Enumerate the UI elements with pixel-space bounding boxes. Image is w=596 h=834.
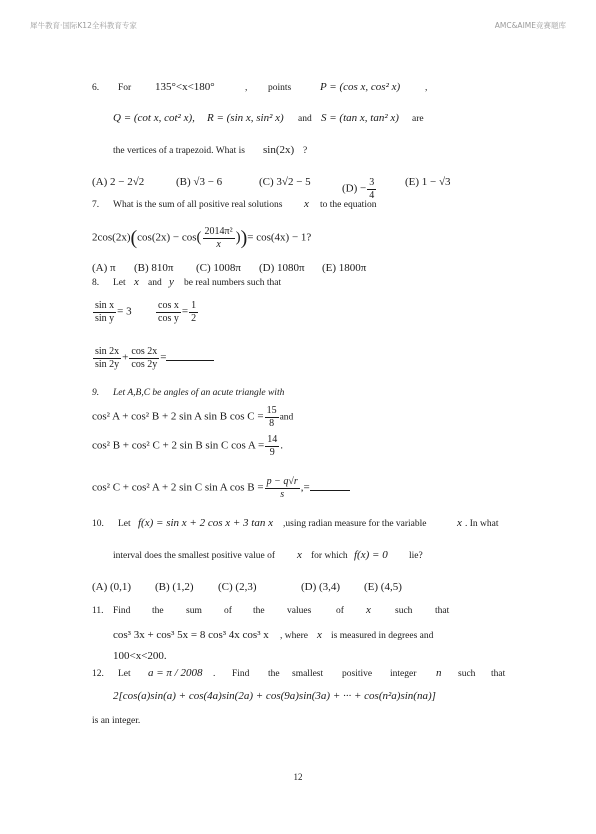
problem-10-choice-e: (E) (4,5) [364,581,402,593]
problem-8-text: be real numbers such that [184,278,282,288]
problem-12-n: n [436,667,442,679]
problem-8-condition-1 [92,300,132,324]
problem-6-sin2x: sin(2x) [263,144,295,156]
problem-6-choice-c: (C) 3√2 − 5 [259,176,311,188]
problem-6-point-p: P = (cos x, cos² x) [320,81,401,93]
problem-12-number: 12. [92,669,104,679]
problem-9-text: Let A,B,C be angles of an acute triangle with [113,388,285,398]
problem-9-equation-2 [92,434,283,458]
problem-11-range [113,651,167,662]
problem-6-are: are [412,114,424,124]
fraction-numerator: cos 2x [131,346,158,357]
problem-12-word: Find [232,669,250,679]
equation-3-end: ,= [300,481,310,494]
range-value: 100<x<200 [113,650,164,662]
problem-7-choice-d: (D) 1080π [259,262,305,274]
problem-6-point-q: Q = (cot x, cot² x), [113,112,195,124]
problem-10-choice-a: (A) (0,1) [92,581,132,593]
page-number: 12 [293,772,303,782]
equation-2-lhs: cos² B + cos² C + 2 sin B sin C cos A = [92,439,265,452]
equation-2-fraction [265,434,279,458]
header-brand: 犀牛教育·国际K12全科教育专家 [30,21,137,30]
problem-12-expression: 2[cos(a)sin(a) + cos(4a)sin(2a) + cos(9a)sin(3a) + ··· + cos(n²a)sin(na)] [113,690,436,702]
fraction-denominator: sin 2y [95,358,120,370]
problem-9-equation-1 [92,405,293,429]
problem-12-word: such [458,669,476,679]
problem-12-word: Let [118,669,131,679]
condition-1-value: = 3 [117,305,132,318]
problem-11-equation: cos³ 3x + cos³ 5x = 8 cos³ 4x cos³ x [113,629,269,641]
problem-6-point-s: S = (tan x, tan² x) [321,112,399,124]
eq-fraction [203,226,235,250]
problem-10-choice-c: (C) (2,3) [218,581,257,593]
problem-6-question: the vertices of a trapezoid. What is [113,146,245,156]
problem-9-equation-3 [92,476,350,500]
condition-2-eq: = [181,305,189,318]
fraction-numerator: 14 [267,434,278,445]
fraction-denominator: cos y [158,312,179,324]
problem-10-choice-b: (B) (1,2) [155,581,194,593]
eq-right: = cos(4x) − 1? [247,231,312,244]
fraction-denominator: 8 [269,417,275,429]
problem-10-line2a: interval does the smallest positive value of [113,551,275,561]
equation-3-lhs: cos² C + cos² A + 2 sin C sin A cos B = [92,481,264,494]
problem-11-word: that [435,606,450,616]
target-fraction-2 [129,346,159,370]
problem-10-let: Let [118,519,131,529]
fraction-numerator: sin x [95,300,115,311]
fraction-denominator: cos 2y [131,358,158,370]
problem-10-line2d: f(x) = 0 [354,549,388,561]
fraction-numerator: sin 2x [95,346,120,357]
problem-6-choice-e: (E) 1 − √3 [405,176,451,188]
problem-7-equation [92,226,311,250]
problem-10-choice-d: (D) (3,4) [301,581,341,593]
equation-1-and: and [279,412,294,423]
problem-6-for: For [118,83,132,93]
problem-6-comma: , [245,83,248,93]
problem-8-and: and [148,278,162,288]
target-fraction-1 [93,346,121,370]
problem-10-line2b: x [297,549,302,561]
problem-11-word: of [336,606,344,616]
paren-open-icon: ( [196,229,202,246]
fraction-numerator: 2014π² [204,226,233,237]
problem-8-condition-2 [155,300,199,324]
problem-7-choice-a: (A) π [92,262,116,274]
problem-10-text-c: . In what [465,519,499,529]
problem-12-word: the [268,669,280,679]
plus: + [122,351,129,364]
problem-11-measured: is measured in degrees and [331,631,434,641]
eq-mid: cos(2x) − cos [137,231,197,244]
problem-8-y: y [169,276,174,288]
problem-10-line2e: lie? [409,551,423,561]
problem-11-word: sum [186,606,202,616]
problem-6-condition: 135°<x<180° [155,81,215,93]
problem-11-word: such [395,606,413,616]
fraction-numerator: 3 [369,177,375,188]
fraction-numerator: cos x [158,300,179,311]
problem-12-word: positive [342,669,373,679]
problem-7-var: x [304,198,309,210]
condition-2-value [189,300,198,324]
problem-10-text: ,using radian measure for the variable [283,519,427,529]
eq-left: 2cos(2x) [92,231,131,244]
problem-6-qmark: ? [303,146,308,156]
problem-10-var: x [457,517,462,529]
problem-12-word: integer [390,669,417,679]
fraction-denominator: sin y [95,312,115,324]
problem-9-number: 9. [92,388,100,398]
problem-8-x: x [134,276,139,288]
problem-11-word: of [224,606,232,616]
problem-6-choice-a: (A) 2 − 2√2 [92,176,145,188]
problem-7-choice-b: (B) 810π [134,262,174,274]
problem-7-number: 7. [92,200,100,210]
fraction-denominator: 9 [269,446,275,458]
problem-6-choice-d [342,177,377,201]
big-paren-close-icon: ) [240,227,248,249]
fraction-denominator: 4 [369,189,375,201]
fraction-denominator: s [280,488,285,500]
problem-7-choice-e: (E) 1800π [322,262,367,274]
fraction-numerator: 1 [191,300,197,311]
problem-6-point-r: R = (sin x, sin² x) [207,112,284,124]
problem-10-number: 10. [92,519,104,529]
problem-6-choice-d-fraction [367,177,376,201]
problem-6-and: and [298,114,312,124]
paren-close-icon: ) [235,229,241,246]
answer-blank [166,360,214,361]
problem-7-choice-c: (C) 1008π [196,262,241,274]
target-eq: = [160,351,167,364]
problem-10-function: f(x) = sin x + 2 cos x + 3 tan x [138,517,273,529]
problem-12-word: smallest [292,669,324,679]
problem-11-word: Find [113,606,131,616]
range-end: . [163,650,167,662]
fraction-denominator: x [216,238,221,250]
big-paren-open-icon: ( [130,227,138,249]
problem-10-line2c: for which [311,551,348,561]
equation-2-end: . [280,439,283,452]
problem-12-word: . [213,669,216,679]
equation-1-lhs: cos² A + cos² B + 2 sin A sin B cos C = [92,410,264,423]
fraction-numerator: 15 [266,405,277,416]
problem-11-word: the [253,606,265,616]
problem-7-text: What is the sum of all positive real solutions [113,200,283,210]
problem-6-choice-b: (B) √3 − 6 [176,176,223,188]
problem-8-number: 8. [92,278,100,288]
problem-8-let: Let [113,278,126,288]
problem-6-number: 6. [92,83,100,93]
problem-11-word: the [152,606,164,616]
header-collection: AMC&AIME竞赛题库 [494,21,566,30]
problem-12-word: that [491,669,506,679]
problem-12-a-def: a = π / 2008 [148,667,203,679]
problem-11-where: , where [280,631,308,641]
condition-2-fraction [156,300,181,324]
problem-11-x: x [317,629,322,641]
equation-3-fraction [265,476,300,500]
problem-7-text-b: to the equation [320,200,377,210]
problem-11-word: x [366,604,371,616]
fraction-numerator: p − q√r [266,476,298,487]
problem-6-points: points [268,83,292,93]
fraction-denominator: 2 [191,312,197,324]
condition-1-fraction [93,300,116,324]
answer-blank [310,490,350,491]
problem-11-word: values [287,606,312,616]
problem-11-number: 11. [92,606,104,616]
problem-12-last-line: is an integer. [92,716,141,726]
problem-6-comma-2: , [425,83,428,93]
problem-8-target [92,346,214,370]
equation-1-fraction [265,405,279,429]
problem-6-choice-d-label: (D) − [342,182,367,195]
